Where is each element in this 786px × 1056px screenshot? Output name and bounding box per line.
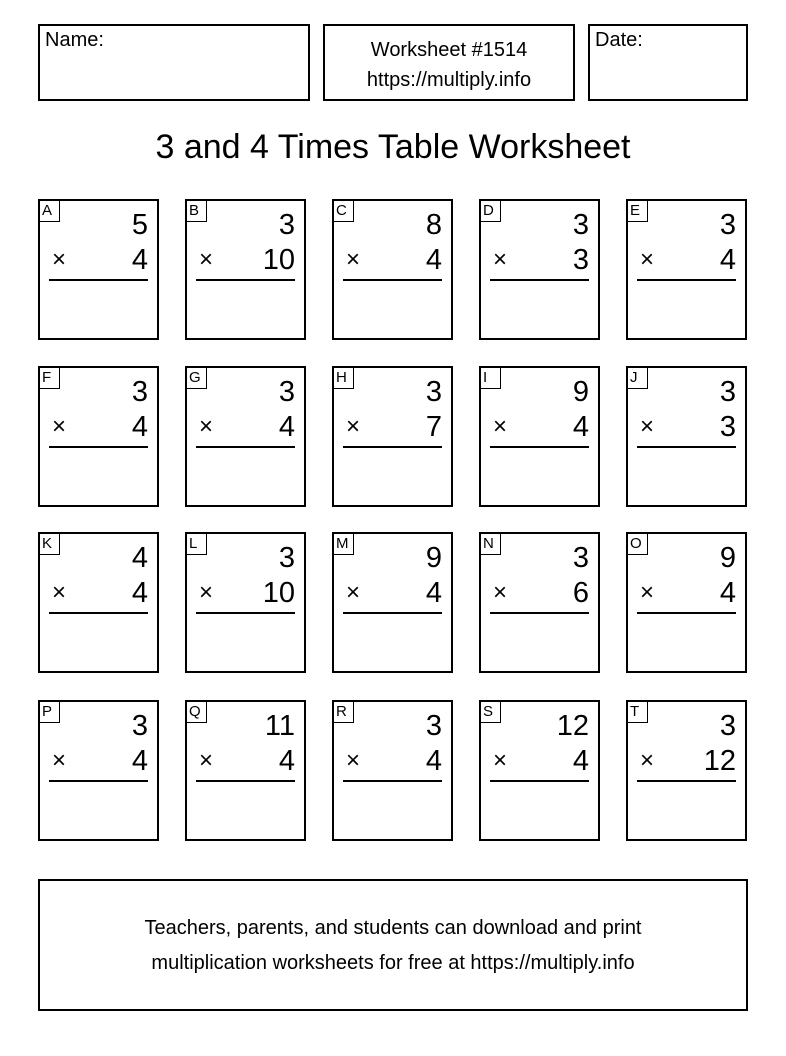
multiplicand: 3 [719, 710, 736, 742]
answer-line [637, 780, 736, 782]
times-sign: × [52, 246, 67, 273]
answer-line [196, 446, 295, 448]
multiplier: 12 [703, 745, 736, 777]
answer-line [49, 446, 148, 448]
answer-line [343, 780, 442, 782]
times-sign: × [640, 747, 655, 774]
problem-letter: Q [185, 700, 207, 723]
footer-line-1: Teachers, parents, and students can download and print [144, 917, 642, 939]
multiplier: 4 [572, 411, 589, 443]
date-field-box[interactable] [588, 24, 748, 101]
times-sign: × [346, 747, 361, 774]
times-sign: × [640, 413, 655, 440]
answer-line [49, 612, 148, 614]
multiplier: 4 [719, 244, 736, 276]
problem-card[interactable] [38, 199, 159, 340]
worksheet-url: https://multiply.info [366, 69, 532, 91]
answer-line [490, 279, 589, 281]
multiplicand: 11 [264, 710, 295, 742]
times-sign: × [346, 413, 361, 440]
times-sign: × [52, 747, 67, 774]
problem-letter: E [626, 199, 648, 222]
answer-line [196, 279, 295, 281]
worksheet-info-box [323, 24, 575, 101]
multiplicand: 3 [572, 542, 589, 574]
multiplicand: 3 [278, 542, 295, 574]
answer-line [637, 279, 736, 281]
footer-line-2: multiplication worksheets for free at https://multiply.info [151, 952, 635, 974]
multiplier: 4 [131, 745, 148, 777]
multiplier: 4 [425, 577, 442, 609]
problem-letter: B [185, 199, 207, 222]
times-sign: × [199, 579, 214, 606]
problem-card[interactable] [185, 366, 306, 507]
multiplicand: 12 [556, 710, 589, 742]
problem-letter: F [38, 366, 60, 389]
multiplicand: 3 [719, 209, 736, 241]
multiplier: 4 [425, 244, 442, 276]
multiplier: 6 [572, 577, 589, 609]
multiplicand: 5 [131, 209, 148, 241]
multiplicand: 9 [719, 542, 736, 574]
multiplier: 4 [278, 411, 295, 443]
problem-card[interactable] [479, 199, 600, 340]
problem-card[interactable] [185, 199, 306, 340]
times-sign: × [199, 747, 214, 774]
problem-card[interactable] [626, 366, 747, 507]
times-sign: × [493, 747, 508, 774]
answer-line [490, 446, 589, 448]
name-label: Name: [45, 29, 104, 51]
answer-line [490, 612, 589, 614]
times-sign: × [52, 413, 67, 440]
problem-letter: G [185, 366, 207, 389]
multiplier: 10 [262, 577, 295, 609]
times-sign: × [640, 579, 655, 606]
multiplicand: 4 [131, 542, 148, 574]
multiplicand: 3 [131, 376, 148, 408]
multiplicand: 3 [572, 209, 589, 241]
multiplicand: 3 [425, 710, 442, 742]
problem-letter: D [479, 199, 501, 222]
problem-card[interactable] [332, 532, 453, 673]
name-field-box[interactable] [38, 24, 310, 101]
problem-letter: P [38, 700, 60, 723]
problem-letter: A [38, 199, 60, 222]
answer-line [49, 279, 148, 281]
problem-card[interactable] [185, 700, 306, 841]
answer-line [637, 446, 736, 448]
problem-card[interactable] [332, 199, 453, 340]
answer-line [490, 780, 589, 782]
problem-card[interactable] [479, 700, 600, 841]
problem-card[interactable] [626, 199, 747, 340]
multiplier: 4 [425, 745, 442, 777]
problem-letter: C [332, 199, 354, 222]
worksheet-number: Worksheet #1514 [370, 39, 528, 61]
multiplicand: 3 [425, 376, 442, 408]
answer-line [637, 612, 736, 614]
times-sign: × [199, 413, 214, 440]
problem-card[interactable] [626, 532, 747, 673]
multiplier: 4 [131, 244, 148, 276]
multiplicand: 8 [425, 209, 442, 241]
answer-line [343, 446, 442, 448]
date-label: Date: [595, 29, 643, 51]
problem-card[interactable] [479, 532, 600, 673]
times-sign: × [52, 579, 67, 606]
problem-letter: O [626, 532, 648, 555]
multiplicand: 9 [572, 376, 589, 408]
multiplier: 4 [131, 411, 148, 443]
multiplier: 3 [719, 411, 736, 443]
multiplier: 4 [131, 577, 148, 609]
problem-card[interactable] [626, 700, 747, 841]
answer-line [343, 279, 442, 281]
problem-card[interactable] [38, 532, 159, 673]
multiplier: 4 [278, 745, 295, 777]
problem-letter: H [332, 366, 354, 389]
problem-letter: I [479, 366, 501, 389]
problem-letter: K [38, 532, 60, 555]
multiplicand: 3 [719, 376, 736, 408]
times-sign: × [346, 246, 361, 273]
problem-letter: L [185, 532, 207, 555]
multiplier: 7 [425, 411, 442, 443]
problem-card[interactable] [332, 366, 453, 507]
times-sign: × [199, 246, 214, 273]
multiplicand: 3 [131, 710, 148, 742]
answer-line [196, 612, 295, 614]
footer-box [38, 879, 748, 1011]
answer-line [49, 780, 148, 782]
multiplicand: 3 [278, 209, 295, 241]
times-sign: × [640, 246, 655, 273]
times-sign: × [493, 579, 508, 606]
problem-letter: R [332, 700, 354, 723]
problem-card[interactable] [185, 532, 306, 673]
answer-line [196, 780, 295, 782]
problem-letter: T [626, 700, 648, 723]
problem-card[interactable] [38, 700, 159, 841]
problem-letter: M [332, 532, 354, 555]
multiplier: 4 [719, 577, 736, 609]
times-sign: × [493, 246, 508, 273]
multiplier: 3 [572, 244, 589, 276]
problem-letter: N [479, 532, 501, 555]
answer-line [343, 612, 442, 614]
times-sign: × [346, 579, 361, 606]
problem-card[interactable] [38, 366, 159, 507]
page-title: 3 and 4 Times Table Worksheet [155, 128, 631, 166]
multiplier: 4 [572, 745, 589, 777]
multiplier: 10 [262, 244, 295, 276]
problem-letter: J [626, 366, 648, 389]
problem-card[interactable] [479, 366, 600, 507]
problem-letter: S [479, 700, 501, 723]
times-sign: × [493, 413, 508, 440]
multiplicand: 9 [425, 542, 442, 574]
problem-card[interactable] [332, 700, 453, 841]
multiplicand: 3 [278, 376, 295, 408]
